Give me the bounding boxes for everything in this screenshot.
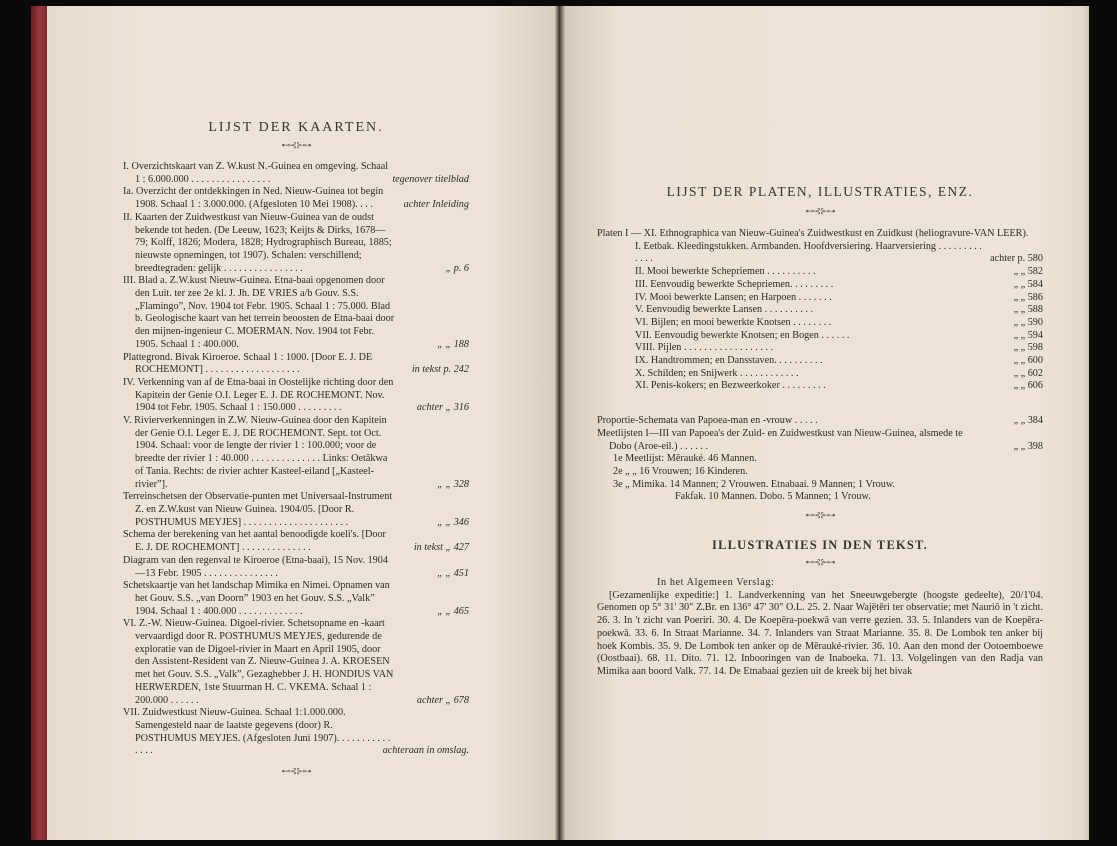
plate-entry-page: „ „ 586 <box>1013 291 1043 303</box>
map-entry <box>123 529 469 554</box>
plate-entry-text: VIII. Pijlen . . . . . . . . . . . . . . . . . . <box>635 342 774 354</box>
map-entry-text: IV. Verkenning van af de Etna-baai in Oostelijke richting door den Kapitein der Genie O.I. Leger E. J. DE ROCHEMONT. Nov. 1904 tot Febr. 1905. Schaal 1 : 150.000 . . . . . . . . . <box>123 376 394 414</box>
plates-intro: Platen I — XI. Ethnographica van Nieuw-Guinea's Zuidwestkust en Zuidkust (heliogravure-VAN LEER). <box>597 228 1029 239</box>
meetlijst-line: 1e Meetlijst: Mērauké. 46 Mannen. <box>613 453 757 465</box>
map-entry-text: Ia. Overzicht der ontdekkingen in Ned. Nieuw-Guinea tot begin 1908. Schaal 1 : 3.000.000. (Afgesloten 10 Mei 1908). . . . <box>123 186 384 211</box>
left-page <box>47 6 555 840</box>
proportie-page: „ „ 384 <box>1013 415 1043 427</box>
map-entry <box>123 186 469 211</box>
map-entry-page: achter „ 678 <box>416 694 469 706</box>
plate-entry-text: IV. Mooi bewerkte Lansen; en Harpoen . . . . . . . <box>635 291 832 303</box>
meetlijsten-text: Meetlijsten I—III van Papoea's der Zuid- en Zuidwestkust van Nieuw-Guinea, alsmede te Dobo (Aroe-eil.) . . . . . . <box>597 427 963 452</box>
plate-entry-text: I. Eetbak. Kleedingstukken. Armbanden. Hoofdversiering. Haarversiering . . . . . . . . . . . . . <box>635 240 982 265</box>
map-entry <box>123 415 469 491</box>
plate-entry <box>635 292 1043 305</box>
map-entry <box>123 555 469 580</box>
map-entry-text: Schetskaartje van het landschap Mimika en Nimei. Opnamen van het Gouv. S.S. „van Doorn” 1903 en het Gouv. S.S. „Valk” 1904. Schaal 1 : 400.000 . . . . . . . . . . . . . <box>123 580 390 617</box>
map-entry-text: Diagram van den regenval te Kiroeroe (Etna-baai), 15 Nov. 1904—13 Febr. 1905 . . . . . . . . . . . . . . . <box>123 554 388 579</box>
meetlijst-line: 3e „ Mimika. 14 Mannen; 2 Vrouwen. Etnabaai. 9 Mannen; 1 Vrouw. <box>613 478 896 490</box>
plate-entry-page: „ „ 606 <box>1013 380 1043 392</box>
plate-entry <box>635 355 1043 368</box>
proportie-row <box>597 415 1043 428</box>
plate-entry-page: „ „ 584 <box>1013 278 1043 290</box>
plate-entry <box>635 368 1043 381</box>
book-cover-edge <box>31 6 47 840</box>
map-entry-text: III. Blad a. Z.W.kust Nieuw-Guinea. Etna-baai opgenomen door den Luit. ter zee 2e kl. J. Jh. DE VRIES a/b Gouv. S.S. „Flamingo”, Nov. 1904 tot Febr. 1905. Schaal 1 : 75.000. Blad b. Geologische kaart van het terrein beoosten de Etna-baai door den mijnen-ingenieur C. MOERMAN. Nov. 1904 tot Febr. 1905. Schaal 1 : 400.000. <box>123 275 395 350</box>
plate-entry <box>635 330 1043 343</box>
map-entry-page: „ „ 328 <box>437 478 469 490</box>
verslag-heading: In het Algemeen Verslag: <box>657 577 775 589</box>
plate-entry-page: „ „ 600 <box>1013 355 1043 367</box>
ornament-divider: ⊷⊰⊱⊶ <box>805 206 835 216</box>
plate-entry-text: V. Eenvoudig bewerkte Lansen . . . . . . . . . . <box>635 304 814 316</box>
map-entry-page: in tekst „ 427 <box>413 542 469 554</box>
open-book <box>31 6 1089 840</box>
map-entry <box>123 491 469 529</box>
plates-section <box>597 228 1043 504</box>
plate-entry-text: III. Eenvoudig bewerkte Schepriemen. . . . . . . . . <box>635 278 834 290</box>
plate-entry <box>635 342 1043 355</box>
proportie-text: Proportie-Schemata van Papoea-man en -vrouw . . . . . <box>597 415 818 427</box>
map-entry <box>123 275 469 351</box>
map-entry-page: in tekst p. 242 <box>411 364 469 376</box>
plate-entry <box>635 241 1043 266</box>
plate-entry-text: X. Schilden; en Snijwerk . . . . . . . . . . . . <box>635 367 799 379</box>
plate-entry-page: „ „ 582 <box>1013 266 1043 278</box>
map-entry-page: tegenover titelblad <box>392 173 469 185</box>
plate-entry <box>635 279 1043 292</box>
plate-entry-text: IX. Handtrommen; en Dansstaven. . . . . . . . . . <box>635 355 823 367</box>
plate-entry-page: „ „ 598 <box>1013 342 1043 354</box>
map-entry-page: „ „ 451 <box>437 567 469 579</box>
map-entry <box>123 352 469 377</box>
plate-entry-text: II. Mooi bewerkte Schepriemen . . . . . . . . . . <box>635 266 816 278</box>
plate-entry-page: „ „ 594 <box>1013 329 1043 341</box>
map-entry-text: II. Kaarten der Zuidwestkust van Nieuw-Guinea van de oudst bekende tot heden. (De Leeuw, 1623; Keijts & Dirks, 1678—79; Kolff, 1826; Modera, 1828; Hydrographisch Bureau, 1885; nieuwste opnemingen, tot 1907). Schalen: verschillend; breedtegraden: gelijk . . . . . . . . . . . . . . . . <box>123 211 392 274</box>
plate-entry <box>635 380 1043 393</box>
map-entry-text: VII. Zuidwestkust Nieuw-Guinea. Schaal 1:1.000.000. Samengesteld naar de laatste gegevens (door) R. POSTHUMUS MEYJES. (Afgesloten Juni 1907). . . . . . . . . . . . . . . <box>123 707 391 757</box>
plate-entry-text: VII. Eenvoudig bewerkte Knotsen; en Bogen . . . . . . <box>635 329 850 341</box>
plate-entry-page: „ „ 588 <box>1013 304 1043 316</box>
plate-entry-page: „ „ 602 <box>1013 367 1043 379</box>
maps-list <box>123 161 469 758</box>
plate-entry-page: „ „ 590 <box>1013 316 1043 328</box>
map-entry-page: achter Inleiding <box>403 199 469 211</box>
maps-list-title: LIJST DER KAARTEN. <box>208 120 384 135</box>
map-entry <box>123 707 469 758</box>
meetlijst-line: Fakfak. 10 Mannen. Dobo. 5 Mannen; 1 Vrouw. <box>675 491 871 503</box>
plate-entry <box>635 266 1043 279</box>
map-entry <box>123 161 469 186</box>
book-gutter <box>555 6 565 840</box>
ornament-divider-2: ⊷⊰⊱⊶ <box>805 510 835 521</box>
map-entry-page: „ p. 6 <box>445 262 469 274</box>
meetlijsten-page: „ „ 398 <box>1013 440 1043 452</box>
plate-entry <box>635 317 1043 330</box>
map-entry <box>123 212 469 276</box>
meetlijst-lines <box>597 453 1043 504</box>
map-entry-text: Terreinschetsen der Observatie-punten met Universaal-Instrument Z. en Z.W.kust van Nieuw Guinea. 1904/05. [Door R. POSTHUMUS MEYJES] . . . . . . . . . . . . . . . . . . . . . <box>123 491 393 528</box>
illustrations-section <box>597 577 1043 679</box>
ornament-divider: ⊷⊰⊱⊶ <box>281 140 311 150</box>
plates-list <box>597 241 1043 393</box>
plate-entry-text: XI. Penis-kokers; en Bezweerkoker . . . . . . . . . <box>635 380 826 392</box>
map-entry-text: Schema der berekening van het aantal benoodigde koeli's. [Door E. J. DE ROCHEMONT] . . . . . . . . . . . . . . <box>123 529 386 554</box>
map-entry-text: V. Rivierverkenningen in Z.W. Nieuw-Guinea door den Kapitein der Genie O.I. Leger E. J. DE ROCHEMONT. Sept. tot Oct. 1904. Schaal: voor de lengte der rivier 1 : 100.000; voor de breedte der rivier 1 : 40.000 . . . . . . . . . . . . . . Links: Oetâkwa of Tania. Rechts: de rivier achter Kasteel-eiland [„Kasteel-rivier”]. <box>123 415 388 490</box>
plate-entry <box>635 304 1043 317</box>
ornament-divider-3: ⊷⊰⊱⊶ <box>805 557 835 568</box>
plate-entry-page: achter p. 580 <box>990 253 1043 265</box>
map-entry-page: „ „ 188 <box>437 338 469 350</box>
meetlijst-line: 2e „ „ 16 Vrouwen; 16 Kinderen. <box>613 465 748 477</box>
verslag-text: [Gezamenlijke expeditie:] 1. Landverkenning van het Sneeuwgebergte (hoogste gedeelte), 20/1'04. Genomen op 5° 31' 30" Z.Br. en 136° 47' 30" O.L. 25. 2. Naar Wajētēri ter observatie; met Nauriō in 't zicht. 26. 3. In 't zicht van Poeriri. 30. 4. De Koepēra-poekwā van verre gezien. 33. 5. Inlanders van de Koepēra-poekwā. 33. 6. In Straat Marianne. 34. 7. Inlanders van Straat Marianne. 35. 8. De Lombok ten anker bij hoek Kombis. 35. 9. De Lombok ten anker op de Mērauké-rivier. 36. 10. Aan den mond der Ootoemboewe (Oostbaai). 68. 11. Dito. 71. 12. Inbooringen van de Inaboeka. 71. 13. Volgelingen van den Radja van Mimika aan boord Valk. 77. 14. De Etnabaai gezien uit de kreek bij het bivak <box>597 589 1043 677</box>
ornament-divider-bottom: ⊷⊰⊱⊶ <box>281 766 311 777</box>
map-entry-text: Plattegrond. Bivak Kiroeroe. Schaal 1 : 1000. [Door E. J. DE ROCHEMONT] . . . . . . . . . . . . . . . . . . . <box>123 351 373 376</box>
plate-entry-text: VI. Bijlen; en mooi bewerkte Knotsen . . . . . . . . <box>635 316 832 328</box>
map-entry-page: „ „ 346 <box>437 516 469 528</box>
map-entry-text: I. Overzichtskaart van Z. W.kust N.-Guinea en omgeving. Schaal 1 : 6.000.000 . . . . . . . . . . . . . . . . <box>123 161 389 185</box>
illustrations-title: ILLUSTRATIES IN DEN TEKST. <box>712 538 928 553</box>
map-entry-page: achteraan in omslag. <box>382 745 469 757</box>
map-entry-page: achter „ 316 <box>416 402 469 414</box>
map-entry <box>123 580 469 618</box>
meetlijsten-row <box>597 428 1043 453</box>
plates-list-title: LIJST DER PLATEN, ILLUSTRATIES, ENZ. <box>666 184 974 199</box>
map-entry-page: „ „ 465 <box>437 605 469 617</box>
right-page <box>565 6 1089 840</box>
map-entry <box>123 377 469 415</box>
map-entry <box>123 618 469 707</box>
map-entry-text: VI. Z.-W. Nieuw-Guinea. Digoel-rivier. Schetsopname en -kaart vervaardigd door R. POSTHUMUS MEYJES, gedurende de exploratie van de Digoel-rivier in Maart en April 1905, door den Assistent-Resident van Z. Nieuw-Guinea J. A. KROESEN met het Gouv. S.S. „Valk”, Gezaghebber J. H. HONDIUS VAN HERWERDEN, 1ste Stuurman H. C. VKEMA. Schaal 1 : 200.000 . . . . . . <box>123 618 394 706</box>
